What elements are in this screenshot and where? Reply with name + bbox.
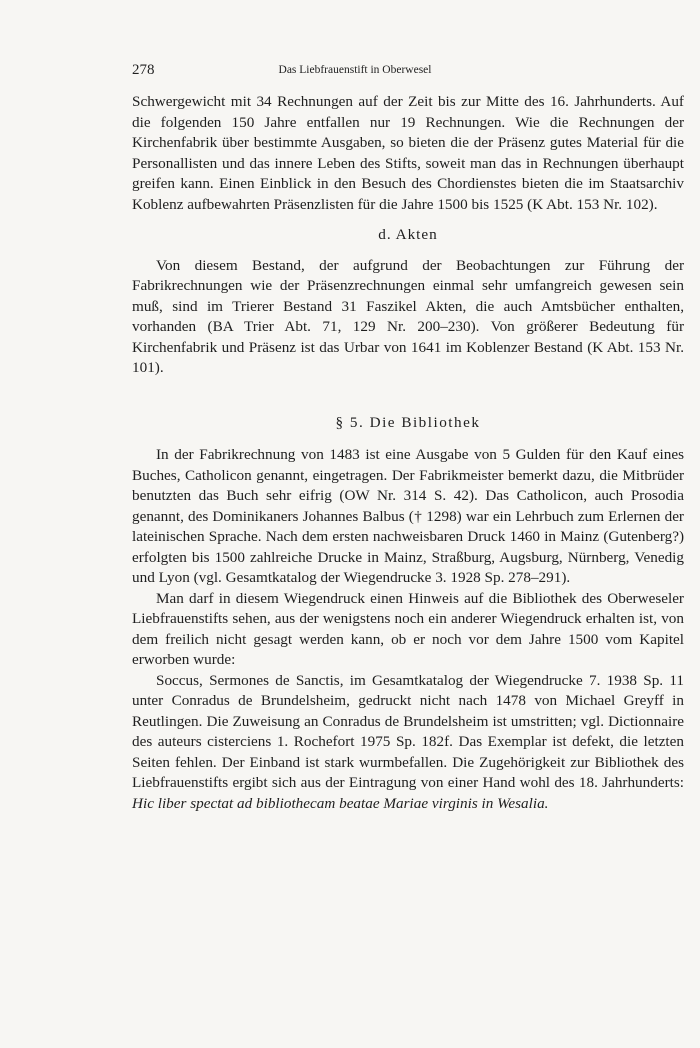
page-number: 278 [132,62,155,78]
paragraph-catholicon: In der Fabrikrechnung von 1483 ist eine Ausgabe von 5 Gulden für den Kauf eines Buches, Catholicon genannt, eingetragen. Der Fabrikmeister bemerkt dazu, die Mitbrüder benutzten das Buch sehr eifrig (OW Nr. 314 S. 42). Das Catholicon, auch Prosodia genannt, des Dominikaners Johannes Balbus († 1298) war ein Lehrbuch zum Erlernen der lateinischen Sprache. Nach dem ersten nachweisbaren Druck 1460 in Mainz (Gutenberg?) erfolgten bis 1500 zahlreiche Drucke in Mainz, Straßburg, Augsburg, Nürnberg, Venedig und Lyon (vgl. Gesamtkatalog der Wiegendrucke 3. 1928 Sp. 278–291). [132,446,684,586]
running-head: Das Liebfrauenstift in Oberwesel [278,64,432,76]
paragraph-praesenzrechnungen: Schwergewicht mit 34 Rechnungen auf der Zeit bis zur Mitte des 16. Jahrhunderts. Auf die folgenden 150 Jahre entfallen nur 19 Rechnungen. Wie die Rechnungen der Kirchenfabrik über bestimmte Ausgaben, so bieten die der Präsenz gutes Material für die Personallisten und das innere Leben des Stifts, soweit man das in Rechnungen überhaupt greifen kann. Einen Einblick in den Besuch des Chordienstes bieten die im Staatsarchiv Koblenz aufbewahrten Präsenzlisten für die Jahre 1500 bis 1525 (K Abt. 153 Nr. 102). [132,93,684,213]
soccus-text: Soccus, Sermones de Sanctis, im Gesamtkatalog der Wiegendrucke 7. 1938 Sp. 11 unter Conradus de Brundelsheim, gedruckt nicht nach 1478 von Michael Greyff in Reutlingen. Die Zuweisung an Conradus de Brundelsheim ist umstritten; vgl. Dictionnaire des auteurs cisterciens 1. Rochefort 1975 Sp. 182f. Das Exemplar ist defekt, die letzten Seiten fehlen. Der Einband ist stark wurmbefallen. Die Zugehörigkeit zur Bibliothek des Liebfrauenstifts ergibt sich aus der Eintragung von einer Hand wohl des 18. Jahrhunderts: [132,671,684,791]
page-header [132,62,578,82]
paragraph-soccus [132,671,684,815]
section-heading-akten: d. Akten [378,226,438,243]
section-heading-bibliothek: § 5. Die Bibliothek [335,413,481,431]
latin-inscription: Hic liber spectat ad bibliothecam beatae Mariae virginis in Wesalia. [132,794,549,812]
paragraph-wiegendruck: Man darf in diesem Wiegendruck einen Hinweis auf die Bibliothek des Oberweseler Liebfrauenstifts sehen, aus der wenigstens noch ein anderer Wiegendruck erhalten ist, von dem freilich nicht gesagt werden kann, ob er noch vor dem Jahre 1500 vom Kapitel erworben wurde: [132,589,684,668]
paragraph-akten: Von diesem Bestand, der aufgrund der Beobachtungen zur Führung der Fabrikrechnungen wie der Präsenzrechnungen einmal sehr umfangreich gewesen sein muß, sind im Trierer Bestand 31 Faszikel Akten, die auch Amtsbücher enthalten, vorhanden (BA Trier Abt. 71, 129 Nr. 200–230). Von größerer Bedeutung für Kirchenfabrik und Präsenz ist das Urbar von 1641 im Koblenzer Bestand (K Abt. 153 Nr. 101). [132,256,684,376]
body-text [132,92,684,814]
